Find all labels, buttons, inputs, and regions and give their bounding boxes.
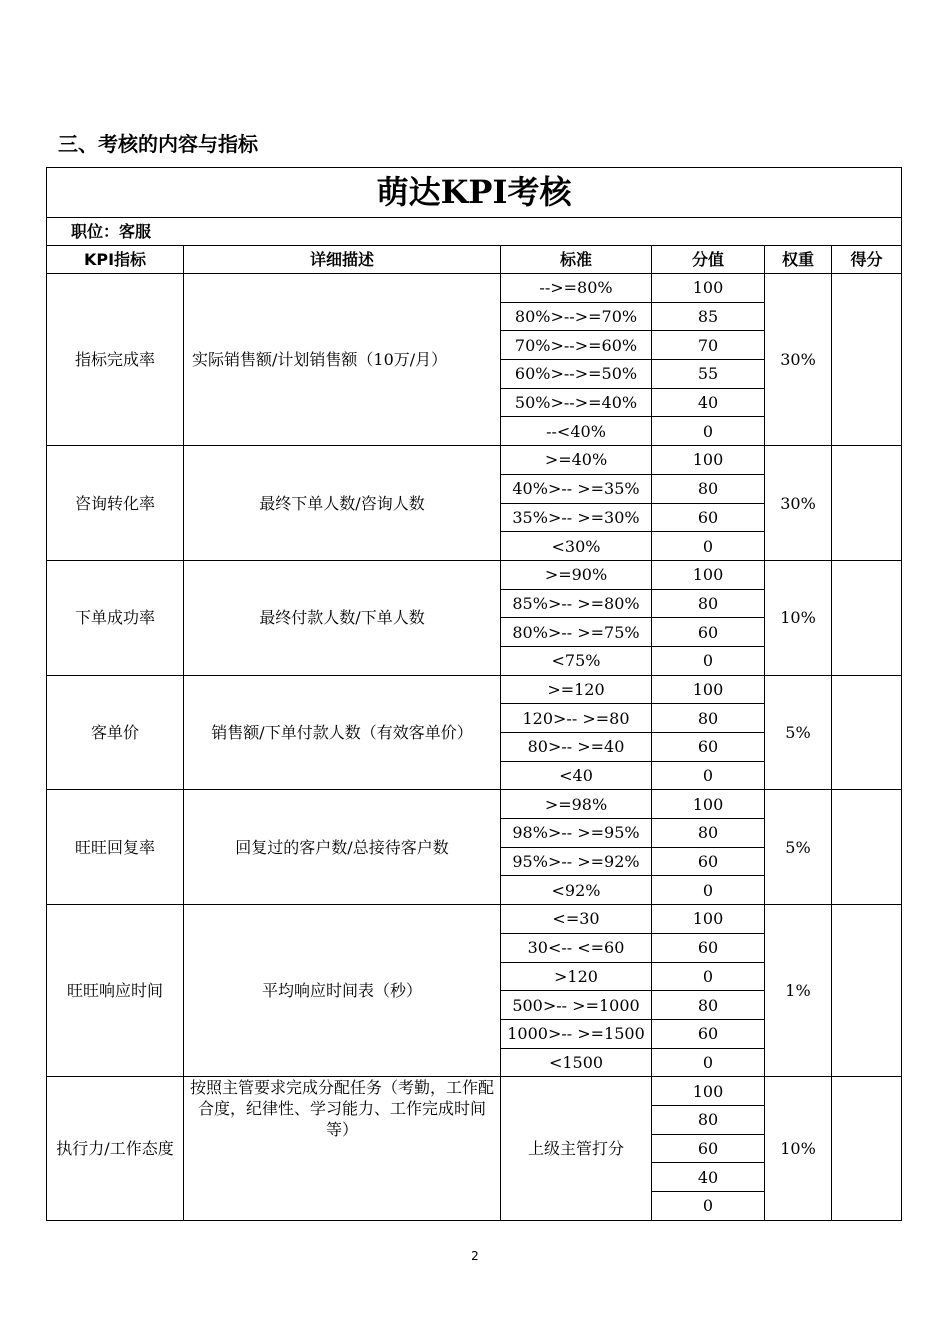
points-cell: 0: [652, 876, 765, 905]
kpi-description: 最终付款人数/下单人数: [184, 560, 501, 675]
points-cell: 100: [652, 446, 765, 475]
points-cell: 60: [652, 503, 765, 532]
standard-cell: 120>-- >=80: [501, 704, 652, 733]
points-cell: 0: [652, 532, 765, 561]
kpi-name: 执行力/工作态度: [47, 1077, 184, 1220]
standard-cell: <75%: [501, 646, 652, 675]
standard-cell: 40%>-- >=35%: [501, 474, 652, 503]
standard-cell: 80%>-->=70%: [501, 302, 652, 331]
weight-cell: 30%: [765, 446, 832, 561]
page-number: 2: [471, 1249, 479, 1263]
standard-cell: 30<-- <=60: [501, 933, 652, 962]
points-cell: 0: [652, 417, 765, 446]
kpi-name: 旺旺回复率: [47, 790, 184, 905]
points-cell: 100: [652, 1077, 765, 1106]
kpi-description: 销售额/下单付款人数（有效客单价）: [184, 675, 501, 790]
points-cell: 60: [652, 933, 765, 962]
standard-cell: 50%>-->=40%: [501, 388, 652, 417]
points-cell: 70: [652, 331, 765, 360]
weight-cell: 5%: [765, 675, 832, 790]
standard-cell: 98%>-- >=95%: [501, 819, 652, 848]
points-cell: 55: [652, 360, 765, 389]
standard-cell: 70%>-->=60%: [501, 331, 652, 360]
standard-cell: --<40%: [501, 417, 652, 446]
kpi-description: 按照主管要求完成分配任务（考勤，工作配合度，纪律性、学习能力、工作完成时间等）: [184, 1077, 501, 1220]
standard-cell: 80%>-- >=75%: [501, 618, 652, 647]
position-label: 职位：客服: [47, 218, 902, 246]
standard-cell: 1000>-- >=1500: [501, 1019, 652, 1048]
points-cell: 100: [652, 790, 765, 819]
standard-cell: 35%>-- >=30%: [501, 503, 652, 532]
section-title: 三、考核的内容与指标: [58, 132, 258, 156]
score-cell[interactable]: [832, 675, 902, 790]
table-title: 萌达KPI考核: [47, 168, 902, 218]
points-cell: 0: [652, 962, 765, 991]
header-standard: 标准: [501, 246, 652, 274]
standard-cell: <1500: [501, 1048, 652, 1077]
standard-cell: 500>-- >=1000: [501, 991, 652, 1020]
weight-cell: 30%: [765, 274, 832, 446]
standard-cell: <40: [501, 761, 652, 790]
standard-cell: <=30: [501, 905, 652, 934]
kpi-name: 咨询转化率: [47, 446, 184, 561]
standard-cell: 95%>-- >=92%: [501, 847, 652, 876]
points-cell: 40: [652, 1163, 765, 1192]
points-cell: 0: [652, 646, 765, 675]
standard-cell: <30%: [501, 532, 652, 561]
weight-cell: 10%: [765, 560, 832, 675]
weight-cell: 10%: [765, 1077, 832, 1220]
points-cell: 100: [652, 274, 765, 303]
standard-cell: 上级主管打分: [501, 1077, 652, 1220]
standard-cell: <92%: [501, 876, 652, 905]
points-cell: 60: [652, 1134, 765, 1163]
points-cell: 60: [652, 618, 765, 647]
standard-cell: 85%>-- >=80%: [501, 589, 652, 618]
score-cell[interactable]: [832, 446, 902, 561]
kpi-description: 实际销售额/计划销售额（10万/月）: [184, 274, 501, 446]
points-cell: 100: [652, 905, 765, 934]
points-cell: 0: [652, 1048, 765, 1077]
points-cell: 60: [652, 1019, 765, 1048]
kpi-table: [46, 167, 902, 1221]
weight-cell: 5%: [765, 790, 832, 905]
header-desc: 详细描述: [184, 246, 501, 274]
standard-cell: -->=80%: [501, 274, 652, 303]
score-cell[interactable]: [832, 560, 902, 675]
points-cell: 100: [652, 675, 765, 704]
points-cell: 100: [652, 560, 765, 589]
score-cell[interactable]: [832, 274, 902, 446]
header-weight: 权重: [765, 246, 832, 274]
header-points: 分值: [652, 246, 765, 274]
kpi-name: 客单价: [47, 675, 184, 790]
kpi-description: 平均响应时间表（秒）: [184, 905, 501, 1077]
standard-cell: >120: [501, 962, 652, 991]
points-cell: 0: [652, 1192, 765, 1221]
kpi-description: 回复过的客户数/总接待客户数: [184, 790, 501, 905]
standard-cell: >=98%: [501, 790, 652, 819]
header-kpi: KPI指标: [47, 246, 184, 274]
points-cell: 85: [652, 302, 765, 331]
points-cell: 60: [652, 733, 765, 762]
points-cell: 80: [652, 589, 765, 618]
points-cell: 80: [652, 474, 765, 503]
kpi-name: 旺旺响应时间: [47, 905, 184, 1077]
kpi-name: 指标完成率: [47, 274, 184, 446]
header-row: [47, 246, 902, 274]
points-cell: 60: [652, 847, 765, 876]
score-cell[interactable]: [832, 1077, 902, 1220]
points-cell: 80: [652, 991, 765, 1020]
points-cell: 0: [652, 761, 765, 790]
kpi-description: 最终下单人数/咨询人数: [184, 446, 501, 561]
standard-cell: >=40%: [501, 446, 652, 475]
weight-cell: 1%: [765, 905, 832, 1077]
points-cell: 40: [652, 388, 765, 417]
standard-cell: >=90%: [501, 560, 652, 589]
standard-cell: 80>-- >=40: [501, 733, 652, 762]
points-cell: 80: [652, 704, 765, 733]
score-cell[interactable]: [832, 905, 902, 1077]
standard-cell: 60%>-->=50%: [501, 360, 652, 389]
standard-cell: >=120: [501, 675, 652, 704]
kpi-name: 下单成功率: [47, 560, 184, 675]
score-cell[interactable]: [832, 790, 902, 905]
points-cell: 80: [652, 1105, 765, 1134]
points-cell: 80: [652, 819, 765, 848]
header-score: 得分: [832, 246, 902, 274]
